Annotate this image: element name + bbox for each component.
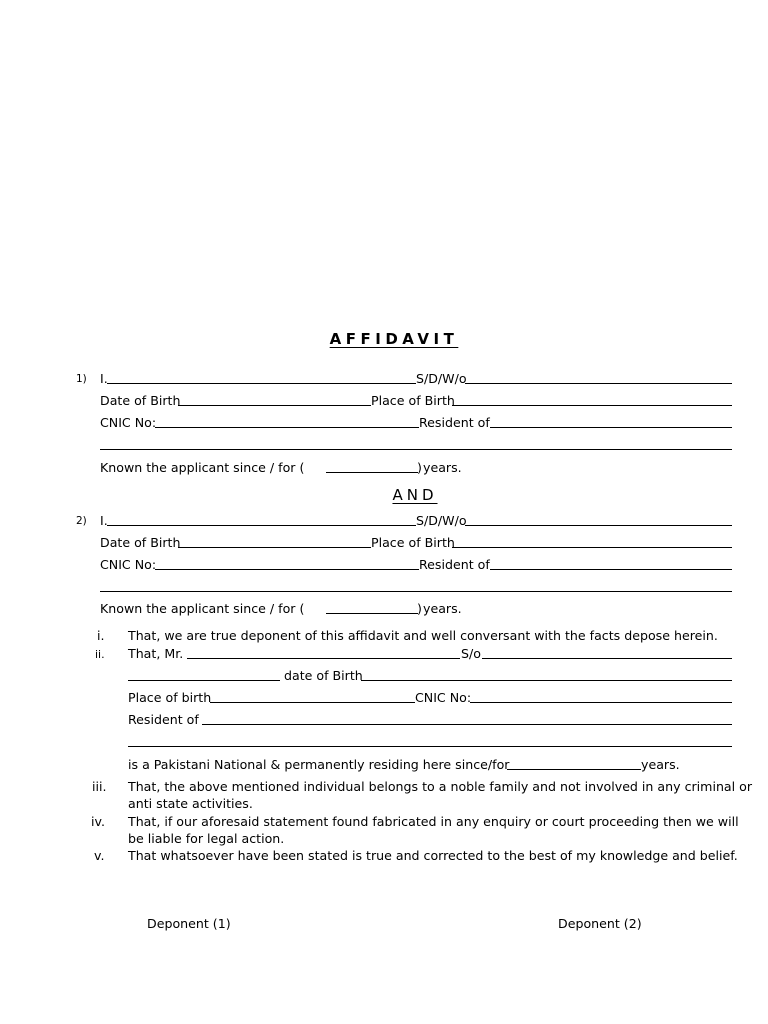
statement-ii-national-text: is a Pakistani National & permanently residing here since/for [128,757,510,772]
signature-deponent-1: Deponent (1) [147,916,231,931]
statement-ii-that-mr: That, Mr. [128,646,184,661]
deponent-1-name-field[interactable] [107,383,416,384]
deponent-1-cnic-label: CNIC No: [100,415,157,430]
deponent-2-years-label: years. [423,601,462,616]
statement-iv-line1: That, if our aforesaid statement found fabricated in any enquiry or court proceeding then we will [128,814,739,829]
deponent-2-i-label: I. [100,513,108,528]
deponent-1-dob-label: Date of Birth [100,393,181,408]
deponent-2-address-line[interactable] [100,591,732,592]
statement-ii-cnic-label: CNIC No: [415,690,472,705]
deponent-2-cnic-label: CNIC No: [100,557,157,572]
statement-ii-resident-label: Resident of [128,712,199,727]
statement-ii-pob-field[interactable] [210,702,415,703]
deponent-1-address-line[interactable] [100,449,732,450]
deponent-2-resident-label: Resident of [419,557,490,572]
deponent-1-pob-field[interactable] [452,405,732,406]
deponent-1-number: 1) [76,373,87,385]
deponent-2-known-label: Known the applicant since / for ( [100,601,305,616]
deponent-2-pob-field[interactable] [452,547,732,548]
deponent-2-sdw-label: S/D/W/o [416,513,467,528]
statement-ii-so-field[interactable] [482,658,732,659]
deponent-2-number: 2) [76,515,87,527]
document-title: AFFIDAVIT [329,330,459,348]
statement-iii-line2: anti state activities. [128,796,253,811]
statement-iv-line2: be liable for legal action. [128,831,285,846]
statement-ii-cnic-field[interactable] [470,702,732,703]
statement-v-text: That whatsoever have been stated is true and corrected to the best of my knowledge and belief. [128,848,738,863]
deponent-1-known-field[interactable] [326,472,418,473]
deponent-1-cnic-field[interactable] [155,427,419,428]
statement-iv-numeral: iv. [91,814,105,829]
statement-ii-name-field[interactable] [187,658,460,659]
statement-ii-pob-label: Place of birth [128,690,212,705]
statement-v-numeral: v. [94,848,105,863]
deponent-2-resident-field[interactable] [490,569,732,570]
deponent-1-known-label: Known the applicant since / for ( [100,460,305,475]
deponent-1-resident-label: Resident of [419,415,490,430]
statement-ii-dob-prefix-field[interactable] [128,680,280,681]
statement-ii-resident-field[interactable] [202,724,732,725]
statement-ii-since-field[interactable] [507,769,641,770]
statement-ii-numeral: ii. [95,648,105,661]
deponent-1-sdw-label: S/D/W/o [416,371,467,386]
statement-i-text: That, we are true deponent of this affidavit and well conversant with the facts depose herein. [128,628,718,643]
statement-iii-numeral: iii. [92,779,107,794]
deponent-1-years-label: years. [423,460,462,475]
deponent-1-pob-label: Place of Birth [371,393,455,408]
deponent-1-dob-field[interactable] [178,405,371,406]
deponent-2-pob-label: Place of Birth [371,535,455,550]
deponent-2-sdw-field[interactable] [465,525,732,526]
statement-ii-years-label: years. [641,757,680,772]
deponent-1-resident-field[interactable] [490,427,732,428]
deponent-2-known-close: ) [417,601,422,616]
deponent-2-dob-field[interactable] [178,547,371,548]
deponent-1-known-close: ) [417,460,422,475]
and-separator: AND [392,486,438,504]
deponent-2-cnic-field[interactable] [155,569,419,570]
deponent-2-name-field[interactable] [107,525,416,526]
statement-i-numeral: i. [97,628,105,643]
statement-ii-address-line[interactable] [128,746,732,747]
deponent-1-i-label: I. [100,371,108,386]
signature-deponent-2: Deponent (2) [558,916,642,931]
statement-iii-line1: That, the above mentioned individual belongs to a noble family and not involved in any criminal or [128,779,753,794]
deponent-2-known-field[interactable] [326,613,418,614]
statement-ii-dob-label: date of Birth [284,668,363,683]
statement-ii-so-label: S/o [461,646,481,661]
statement-ii-dob-field[interactable] [361,680,732,681]
deponent-2-dob-label: Date of Birth [100,535,181,550]
deponent-1-sdw-field[interactable] [465,383,732,384]
